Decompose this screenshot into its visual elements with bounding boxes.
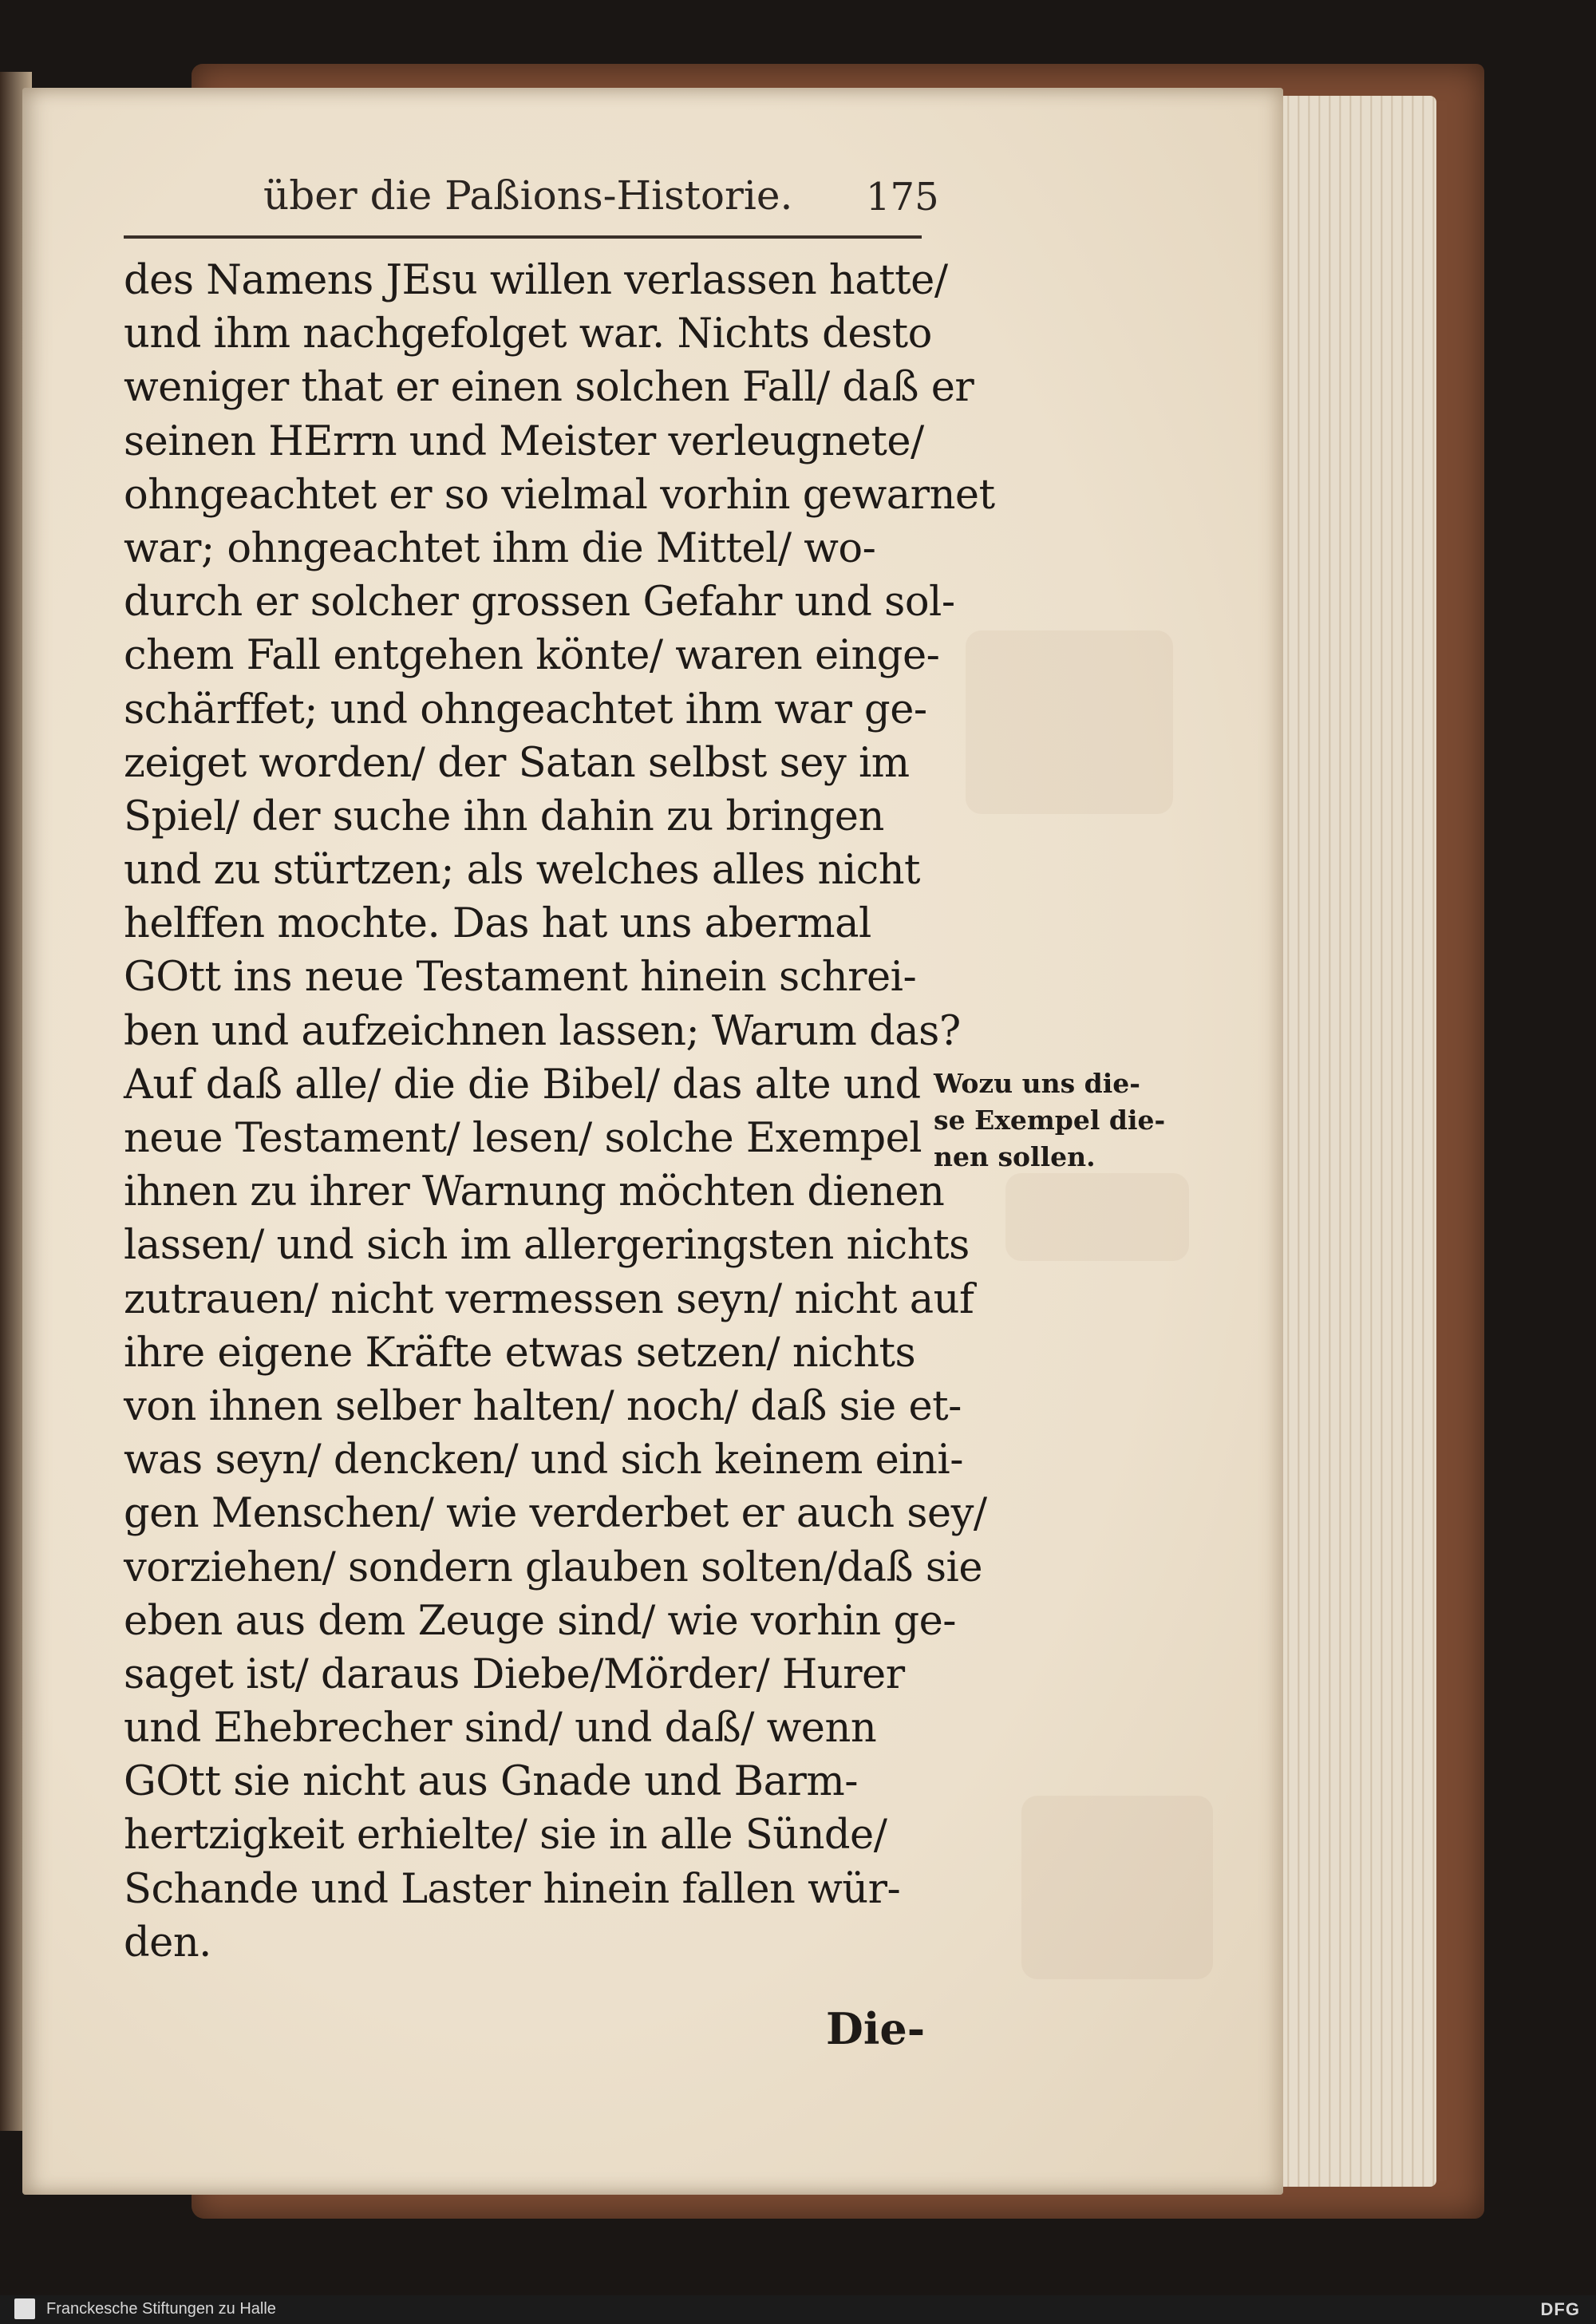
marginal-note-line: se Exempel die- — [934, 1105, 1166, 1136]
show-through-smudge — [1021, 1796, 1213, 1979]
text-line: zeiget worden/ der Satan selbst sey im — [124, 739, 910, 787]
text-line: GOtt sie nicht aus Gnade und Barm- — [124, 1758, 858, 1806]
catchword: Die- — [826, 2003, 926, 2054]
text-line: und Ehebrecher sind/ und daß/ wenn — [124, 1705, 877, 1753]
text-line: neue Testament/ lesen/ solche Exempel — [124, 1115, 922, 1162]
text-line: weniger that er einen solchen Fall/ daß er — [124, 364, 974, 412]
text-line: GOtt ins neue Testament hinein schrei- — [124, 954, 917, 1002]
text-line: was seyn/ dencken/ und sich keinem eini- — [124, 1437, 963, 1484]
text-line: seinen HErrn und Meister verleugnete/ — [124, 417, 924, 465]
text-line: ohngeachtet er so vielmal vorhin gewarnet — [124, 471, 995, 519]
text-line: war; ohngeachtet ihm die Mittel/ wo- — [124, 524, 876, 572]
marginal-note — [934, 1065, 1166, 1176]
marginal-note-line: Wozu uns die- — [934, 1068, 1140, 1099]
text-line: durch er solcher grossen Gefahr und sol- — [124, 579, 955, 626]
institution-label[interactable]: Franckesche Stiftungen zu Halle — [46, 2300, 276, 2318]
text-line: und zu stürtzen; als welches alles nicht — [124, 847, 921, 895]
text-line: hertzigkeit erhielte/ sie in alle Sünde/ — [124, 1812, 887, 1860]
page-number: 175 — [866, 175, 939, 219]
text-line: den. — [124, 1919, 211, 1966]
text-line: lassen/ und sich im allergeringsten nichts — [124, 1222, 970, 1270]
text-line: vorziehen/ sondern glauben solten/daß sie — [124, 1543, 982, 1591]
viewer-footer — [0, 2295, 1596, 2324]
text-line: und ihm nachgefolget war. Nichts desto — [124, 310, 932, 358]
show-through-smudge — [1005, 1173, 1189, 1261]
running-head: über die Paßions-Historie. — [263, 172, 793, 219]
text-line: schärffet; und ohngeachtet ihm war ge- — [124, 686, 927, 733]
header-rule — [124, 235, 922, 239]
text-line: helffen mochte. Das hat uns abermal — [124, 900, 871, 948]
dfg-logo[interactable]: DFG — [1540, 2299, 1580, 2319]
text-line: chem Fall entgehen könte/ waren einge- — [124, 632, 940, 680]
show-through-smudge — [966, 630, 1173, 814]
institution-logo-icon — [14, 2298, 35, 2319]
body-text — [124, 254, 995, 1970]
text-line: Auf daß alle/ die die Bibel/ das alte und — [124, 1061, 921, 1109]
text-line: des Namens JEsu willen verlassen hatte/ — [124, 257, 948, 304]
text-line: ihnen zu ihrer Warnung möchten dienen — [124, 1168, 945, 1216]
text-line: Schande und Laster hinein fallen wür- — [124, 1865, 901, 1913]
page-edges — [1269, 96, 1436, 2187]
text-line: ben und aufzeichnen lassen; Warum das? — [124, 1007, 961, 1055]
marginal-note-line: nen sollen. — [934, 1141, 1096, 1172]
text-line: ihre eigene Kräfte etwas setzen/ nichts — [124, 1329, 916, 1377]
text-line: Spiel/ der suche ihn dahin zu bringen — [124, 792, 884, 840]
text-line: eben aus dem Zeuge sind/ wie vorhin ge- — [124, 1597, 957, 1645]
text-line: gen Menschen/ wie verderbet er auch sey/ — [124, 1490, 987, 1538]
text-line: saget ist/ daraus Diebe/Mörder/ Hurer — [124, 1650, 905, 1698]
text-line: zutrauen/ nicht vermessen seyn/ nicht auf — [124, 1275, 974, 1323]
text-line: von ihnen selber halten/ noch/ daß sie et- — [124, 1382, 962, 1430]
